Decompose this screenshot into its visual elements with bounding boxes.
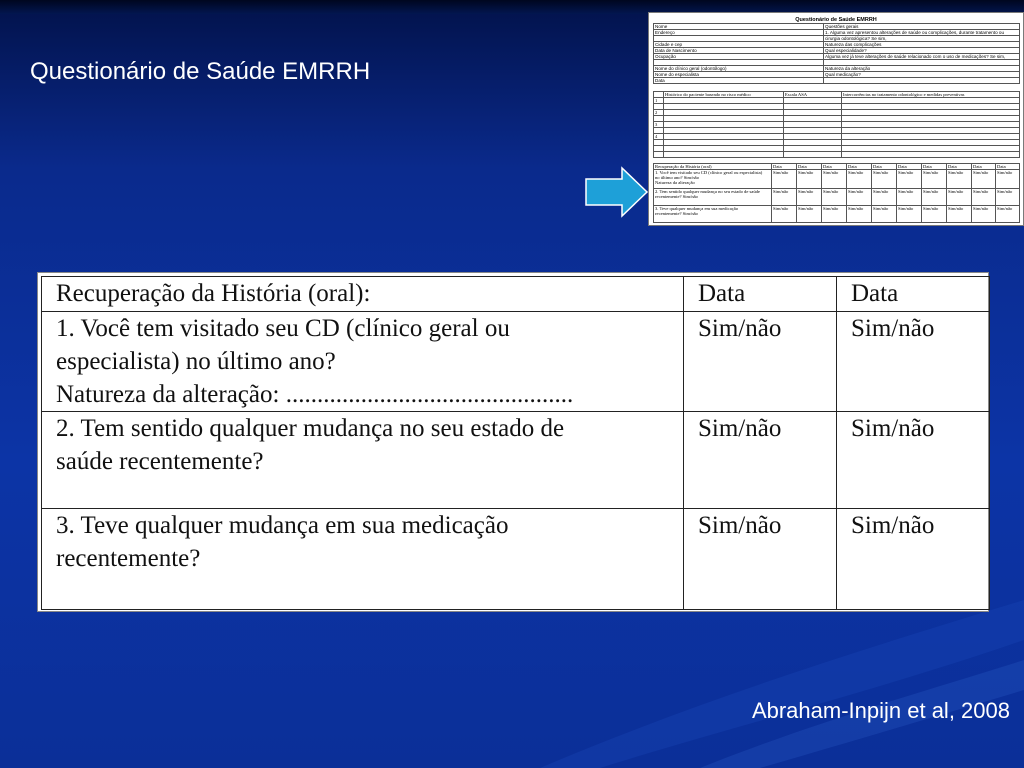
thumbnail-general-table — [653, 23, 1020, 84]
thumb-right-field: Qual especialidade? — [824, 48, 1020, 54]
answer-cell: Sim/não — [837, 509, 990, 610]
thumb-left-field: Nome do clínico geral (odontólogo) — [654, 66, 824, 72]
thumb-left-field: Data — [654, 78, 824, 84]
thumb-history-num: 3 — [654, 122, 664, 128]
thumb-answer: Sim/não — [872, 206, 897, 223]
thumb-answer: Sim/não — [897, 189, 922, 206]
question-1-text: 1. Você tem visitado seu CD (clínico geral ou — [56, 315, 510, 342]
thumb-answer: Sim/não — [797, 170, 822, 189]
thumb-answer: Sim/não — [772, 170, 797, 189]
thumb-date: Data — [947, 164, 972, 170]
thumb-right-field: Natureza das complicações — [824, 42, 1020, 48]
thumb-answer: Sim/não — [847, 206, 872, 223]
thumb-q2: recentemente? Sim/não — [655, 194, 698, 199]
question-2-cell — [42, 412, 684, 509]
thumb-history-num: 1 — [654, 98, 664, 104]
thumbnail-recovery-table — [653, 163, 1020, 223]
right-arrow-icon — [584, 166, 650, 218]
thumb-answer: Sim/não — [847, 170, 872, 189]
thumb-date: Data — [972, 164, 996, 170]
citation: Abraham-Inpijn et al, 2008 — [751, 698, 1010, 723]
thumb-right-field: Alguma vez já teve alterações de saúde relacionado com o uso de medicações? Se sim, — [824, 54, 1020, 60]
question-1-cell — [42, 312, 684, 412]
table-header-question: Recuperação da História (oral): — [42, 277, 684, 312]
question-3-cell — [42, 509, 684, 610]
thumb-answer: Sim/não — [847, 189, 872, 206]
thumb-history-header: Intercorrências no tratamento odontológico e medidas preventivas — [842, 92, 1020, 98]
thumbnail-title: Questionário de Saúde EMRRH — [795, 17, 877, 23]
thumb-answer: Sim/não — [822, 189, 847, 206]
thumb-answer: Sim/não — [822, 206, 847, 223]
questionnaire-thumbnail — [648, 12, 1024, 226]
thumb-answer: Sim/não — [996, 189, 1020, 206]
thumb-date: Data — [872, 164, 897, 170]
thumb-right-field: cirurgia odontológica? Se sim, — [824, 36, 1020, 42]
question-3-text: 3. Teve qualquer mudança em sua medicação — [56, 512, 509, 539]
answer-cell: Sim/não — [684, 312, 837, 412]
slide-title: Questionário de Saúde EMRRH — [30, 58, 371, 85]
thumb-q3: recentemente? Sim/não — [655, 211, 698, 216]
thumb-answer: Sim/não — [772, 206, 797, 223]
thumbnail-history-table — [653, 91, 1020, 158]
thumb-right-field: Qual medicação? — [824, 72, 1020, 78]
thumb-q1: no último ano? Sim/não — [655, 175, 700, 180]
thumb-date: Data — [797, 164, 822, 170]
thumb-q1: 1. Você tem visitado seu CD (clínico geral ou especialista) — [655, 170, 763, 175]
thumb-answer: Sim/não — [872, 189, 897, 206]
thumb-left-field: Endereço — [654, 30, 824, 36]
thumb-date: Data — [772, 164, 797, 170]
thumb-answer: Sim/não — [872, 170, 897, 189]
thumb-q3: 3. Teve qualquer mudança em sua medicação — [655, 206, 739, 211]
thumb-right-field: 1. Alguma vez apresentou alterações de saúde ou complicações, durante tratamento ou — [824, 30, 1020, 36]
thumb-date: Data — [847, 164, 872, 170]
question-3-text: recentemente? — [56, 545, 201, 572]
thumb-answer: Sim/não — [797, 189, 822, 206]
question-1-text: especialista) no último ano? — [56, 348, 336, 375]
thumb-answer: Sim/não — [822, 170, 847, 189]
question-2-text: 2. Tem sentido qualquer mudança no seu estado de — [56, 415, 565, 442]
thumb-answer: Sim/não — [922, 189, 947, 206]
thumb-right-field — [824, 78, 1020, 84]
thumb-left-field: Ocupação — [654, 54, 824, 60]
thumb-recovery-header: Recuperação da História (oral) — [654, 164, 772, 170]
answer-cell: Sim/não — [684, 412, 837, 509]
thumb-right-field: Natureza da alteração — [824, 66, 1020, 72]
thumb-q2: 2. Tem sentido qualquer mudança no seu estado de saúde — [655, 189, 760, 194]
table-header-date-2: Data — [837, 277, 990, 312]
thumb-answer: Sim/não — [922, 170, 947, 189]
thumb-history-header: Histórico do paciente baseado no risco médico — [664, 92, 784, 98]
answer-cell: Sim/não — [837, 412, 990, 509]
thumb-history-num: 4 — [654, 134, 664, 140]
thumb-left-field: Data de Nascimento — [654, 48, 824, 54]
thumb-answer: Sim/não — [947, 206, 972, 223]
thumb-answer: Sim/não — [947, 189, 972, 206]
thumb-date: Data — [822, 164, 847, 170]
answer-cell: Sim/não — [684, 509, 837, 610]
thumb-left-field: Nome do especialista — [654, 72, 824, 78]
thumb-date: Data — [897, 164, 922, 170]
thumb-answer: Sim/não — [996, 170, 1020, 189]
alteration-nature-field: Natureza da alteração: .............................................. — [56, 381, 574, 408]
thumb-history-num: 2 — [654, 110, 664, 116]
history-recovery-table — [37, 272, 989, 612]
thumb-answer: Sim/não — [972, 206, 996, 223]
thumb-answer: Sim/não — [897, 170, 922, 189]
question-2-text: saúde recentemente? — [56, 448, 264, 475]
thumb-answer: Sim/não — [972, 170, 996, 189]
thumb-right-field: Questões gerais — [824, 24, 1020, 30]
thumb-answer: Sim/não — [947, 170, 972, 189]
answer-cell: Sim/não — [837, 312, 990, 412]
thumb-history-header: Escala ASA — [784, 92, 842, 98]
thumb-q1: Natureza da alteração — [655, 180, 695, 185]
thumb-answer: Sim/não — [897, 206, 922, 223]
thumb-answer: Sim/não — [996, 206, 1020, 223]
thumb-answer: Sim/não — [797, 206, 822, 223]
thumb-left-field: Cidade e cep — [654, 42, 824, 48]
thumb-date: Data — [922, 164, 947, 170]
thumb-left-field: Nome — [654, 24, 824, 30]
thumb-answer: Sim/não — [922, 206, 947, 223]
thumb-answer: Sim/não — [772, 189, 797, 206]
table-header-date-1: Data — [684, 277, 837, 312]
thumb-answer: Sim/não — [972, 189, 996, 206]
thumb-date: Data — [996, 164, 1020, 170]
